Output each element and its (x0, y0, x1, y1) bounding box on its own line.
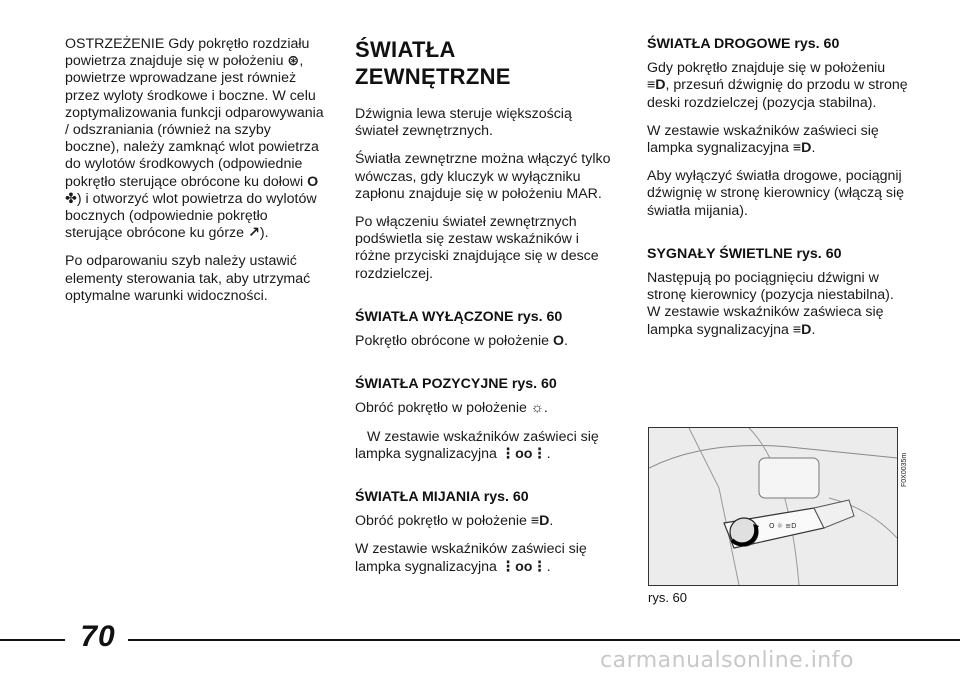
section-title: ŚWIATŁA ZEWNĘTRZNE (355, 37, 511, 89)
lights-off-heading: ŚWIATŁA WYŁĄCZONE rys. 60 (355, 308, 563, 325)
off-position-icon: O (552, 333, 565, 350)
flash-indicator-icon: ≡D (792, 321, 812, 338)
lights-off-text: Pokrętło obrócone w położenie (355, 333, 550, 350)
column-middle (355, 36, 617, 587)
high-beam-paragraph-3: Aby wyłączyć światła drogowe, pociągnij dźwignię w stronę kierownicy (włączą się światła mijania). (647, 168, 905, 219)
flash-signals-paragraph: Następują po pociągnięciu dźwigni w stronę kierownicy (pozycja niestabilna). W zestawie wskaźników zaświeca się lampka sygnalizacyjna ≡D. (647, 270, 894, 338)
side-lights-indicator-icon: ⋮oo⋮ (500, 445, 547, 462)
high-beam-text-2: , przesuń dźwignię do przodu w stronę deski rozdzielczej (pozycja stabilna). (647, 77, 908, 111)
high-beam-indicator-text: W zestawie wskaźników zaświeci się lampka sygnalizacyjna (647, 122, 879, 157)
svg-text:O ☼ ≡D: O ☼ ≡D (769, 522, 797, 530)
vent-closed-icon: O ✤ (65, 173, 319, 207)
watermark: carmanualsonline.info (600, 648, 854, 673)
high-beam-heading: ŚWIATŁA DROGOWE rys. 60 (647, 36, 840, 52)
defrost-icon: ⊛ (287, 53, 300, 70)
position-lights-text: Obróć pokrętło w położenie (355, 400, 527, 417)
after-defrost-paragraph: Po odparowaniu szyb należy ustawić elementy sterowania tak, aby utrzymać optymalne warunki widoczności. (65, 253, 311, 304)
high-beam-text-1: Gdy pokrętło znajduje się w położeniu (647, 60, 886, 77)
side-lights-indicator-icon-2: ⋮oo⋮ (500, 558, 547, 575)
position-lights-indicator-paragraph: W zestawie wskaźników zaświeci się lampka sygnalizacyjna ⋮oo⋮. (355, 428, 599, 462)
flash-signals-heading: SYGNAŁY ŚWIETLNE rys. 60 (647, 245, 842, 262)
position-lights-icon: ☼ (530, 400, 544, 417)
high-beam-paragraph-2: W zestawie wskaźników zaświeci się lampka sygnalizacyjna ≡D. (647, 122, 879, 157)
high-beam-indicator-icon: ≡D (792, 140, 812, 157)
page-number: 70 (80, 620, 116, 653)
high-beam-paragraph-1 (647, 60, 909, 112)
flash-signals-text: Następują po pociągnięciu dźwigni w stronę kierownicy (pozycja niestabilna). W zestawie wskaźników zaświeca się lampka sygnalizacyjna (647, 270, 894, 338)
vent-open-icon: ↗ (247, 225, 260, 242)
warning-text-2: , powietrze wprowadzane jest również przez wyloty środkowe i boczne. W celu zoptymalizowania funkcji odparowywania / odszraniania (również na szyby boczne), należy zamknąć wlot powietrza do wylotów środkowych (odpowiednie pokrętło sterujące obrócone ku dołowi (65, 53, 324, 190)
column-left (65, 36, 327, 316)
figure-caption: rys. 60 (648, 590, 688, 605)
low-beam-heading: ŚWIATŁA MIJANIA rys. 60 (355, 489, 529, 506)
figure-code: F0X0035m (901, 452, 908, 487)
figure-steering-lever (648, 427, 898, 586)
footer-rule-left (0, 639, 65, 641)
position-lights-indicator-text: W zestawie wskaźników zaświeci się lampka sygnalizacyjna (355, 428, 599, 462)
low-beam-paragraph: Obróć pokrętło w położenie ≡D. (355, 513, 554, 530)
lever-illustration (649, 428, 897, 585)
warning-text-4: ). (259, 225, 269, 242)
warning-text-1: OSTRZEŻENIE Gdy pokrętło rozdziału powietrza znajduje się w położeniu (65, 36, 310, 70)
position-lights-paragraph: Obróć pokrętło w położenie ☼. (355, 400, 548, 417)
low-beam-indicator-paragraph: W zestawie wskaźników zaświeci się lampka sygnalizacyjna ⋮oo⋮. (355, 541, 587, 575)
low-beam-icon: ≡D (530, 513, 550, 530)
lights-off-paragraph: Pokrętło obrócone w położenie O. (355, 333, 568, 350)
warning-text-3: ) i otworzyć wlot powietrza do wylotów bocznych (odpowiednie pokrętło sterujące obrócone ku górze (65, 190, 317, 242)
footer-rule-right (128, 639, 960, 641)
column-right (647, 36, 909, 350)
intro-paragraph-1: Dźwignia lewa steruje większością świateł zewnętrznych. (355, 106, 572, 140)
low-beam-text: Obróć pokrętło w położenie (355, 513, 527, 530)
high-beam-icon: ≡D (647, 77, 666, 94)
intro-paragraph-3: Po włączeniu świateł zewnętrznych podświetla się zestaw wskaźników i różne przyciski znajdujące się w desce rozdzielczej. (355, 214, 599, 282)
low-beam-indicator-text: W zestawie wskaźników zaświeci się lampka sygnalizacyjna (355, 541, 587, 575)
intro-paragraph-2: Światła zewnętrzne można włączyć tylko wówczas, gdy kluczyk w wyłączniku zapłonu znajduje się w położeniu MAR. (355, 151, 611, 202)
warning-paragraph (65, 36, 327, 242)
position-lights-heading: ŚWIATŁA POZYCYJNE rys. 60 (355, 376, 557, 393)
